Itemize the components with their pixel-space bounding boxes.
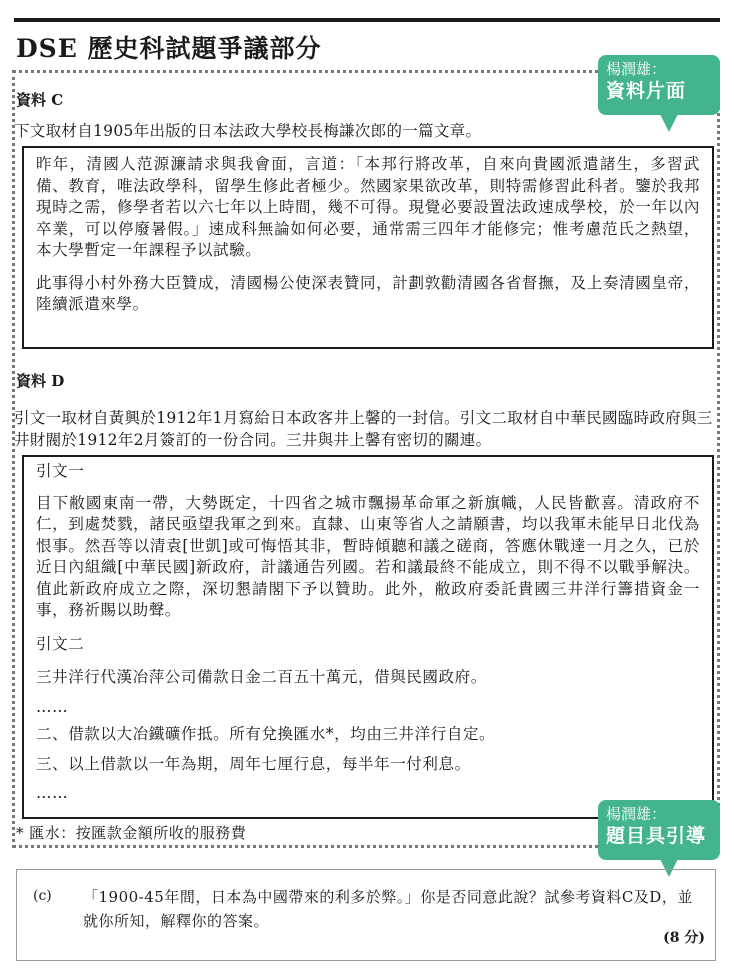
excerpt-1-text: 目下敝國東南一帶，大勢既定，十四省之城市飄揚革命軍之新旗幟，人民皆歡喜。清政府不仁，到處焚戮，諸民亟望我軍之到來。直隸、山東等省人之請願書，均以我軍未能早日北伐為恨事。然吾等以清袁[世凱]或可悔悟其非，暫時傾聽和議之磋商，答應休戰達一月之久，已於近日內組織[中華民國]新政府，計議通告列國。若和議最終不能成立，則不得不以戰爭解決。值此新政府成立之際，深切懇請閣下予以贊助。此外，敝政府委託貴國三井洋行籌措資金一事，務祈賜以助聲。 [36, 493, 700, 619]
excerpt-2-line: 三、以上借款以一年為期，周年七厘行息，每半年一付利息。 [36, 754, 471, 773]
question-marks: (8 分) [663, 930, 705, 946]
source-c-intro: 下文取材自1905年出版的日本法政大學校長梅謙次郎的一篇文章。 [14, 122, 482, 140]
source-d-intro: 引文一取材自黃興於1912年1月寫給日本政客井上馨的一封信。引文二取材自中華民國臨時政府與三井財閥於1912年2月簽訂的一份合同。三井與井上馨有密切的關連。 [14, 409, 713, 449]
question-text: 「1900-45年間，日本為中國帶來的利多於弊。」你是否同意此說？試參考資料C及D，並就你所知，解釋你的答案。 [83, 888, 693, 930]
excerpt-1-heading: 引文一 [36, 462, 85, 480]
annotation-note: 資料片面 [606, 80, 687, 102]
top-rule [14, 18, 720, 22]
annotation-bubble-leading-question [598, 800, 720, 860]
source-c-box [22, 146, 714, 349]
excerpt-2-ellipsis: …… [36, 697, 69, 716]
excerpt-2-line: 二、借款以大冶鐵礦作抵。所有兌換匯水*，均由三井洋行自定。 [36, 725, 496, 743]
source-d-box [22, 455, 714, 819]
annotation-note: 題目具引導 [606, 825, 707, 847]
question-box [16, 869, 716, 961]
source-d-heading: 資料 D [16, 372, 65, 390]
source-c-paragraph: 昨年，清國人范源濂請求與我會面，言道：「本邦行將改革，自來向貴國派遣諸生，多習武備、教育，唯法政學科，留學生修此者極少。然國家果欲改革，則特需修習此科者。鑒於我邦現時之需，修學者若以六七年以上時間，幾不可得。現覺必要設置法政速成學校，於一年以內卒業，可以停廢暑假。」速成科無論如何必要，通常需三四年才能修完；惟考慮范氏之熱望，本大學暫定一年課程予以試驗。 [36, 155, 700, 259]
annotation-author: 楊潤雄： [606, 60, 667, 78]
page-title: DSE 歷史科試題爭議部分 [16, 34, 322, 63]
annotation-bubble-biased-source [598, 55, 720, 115]
source-c-paragraph: 此事得小村外務大臣贊成，清國楊公使深表贊同，計劃敦勸清國各省督撫，及上奏清國皇帝，陸續派遣來學。 [36, 273, 700, 313]
annotation-author: 楊潤雄： [606, 805, 667, 823]
excerpt-2-ellipsis: …… [36, 784, 69, 802]
excerpt-2-heading: 引文二 [36, 634, 85, 653]
question-label: (c) [33, 888, 52, 904]
excerpt-2-line: 三井洋行代漢冶萍公司備款日金二百五十萬元，借與民國政府。 [36, 668, 487, 686]
source-c-heading: 資料 C [16, 91, 64, 109]
footnote: * 匯水：按匯款金額所收的服務費 [16, 824, 247, 842]
